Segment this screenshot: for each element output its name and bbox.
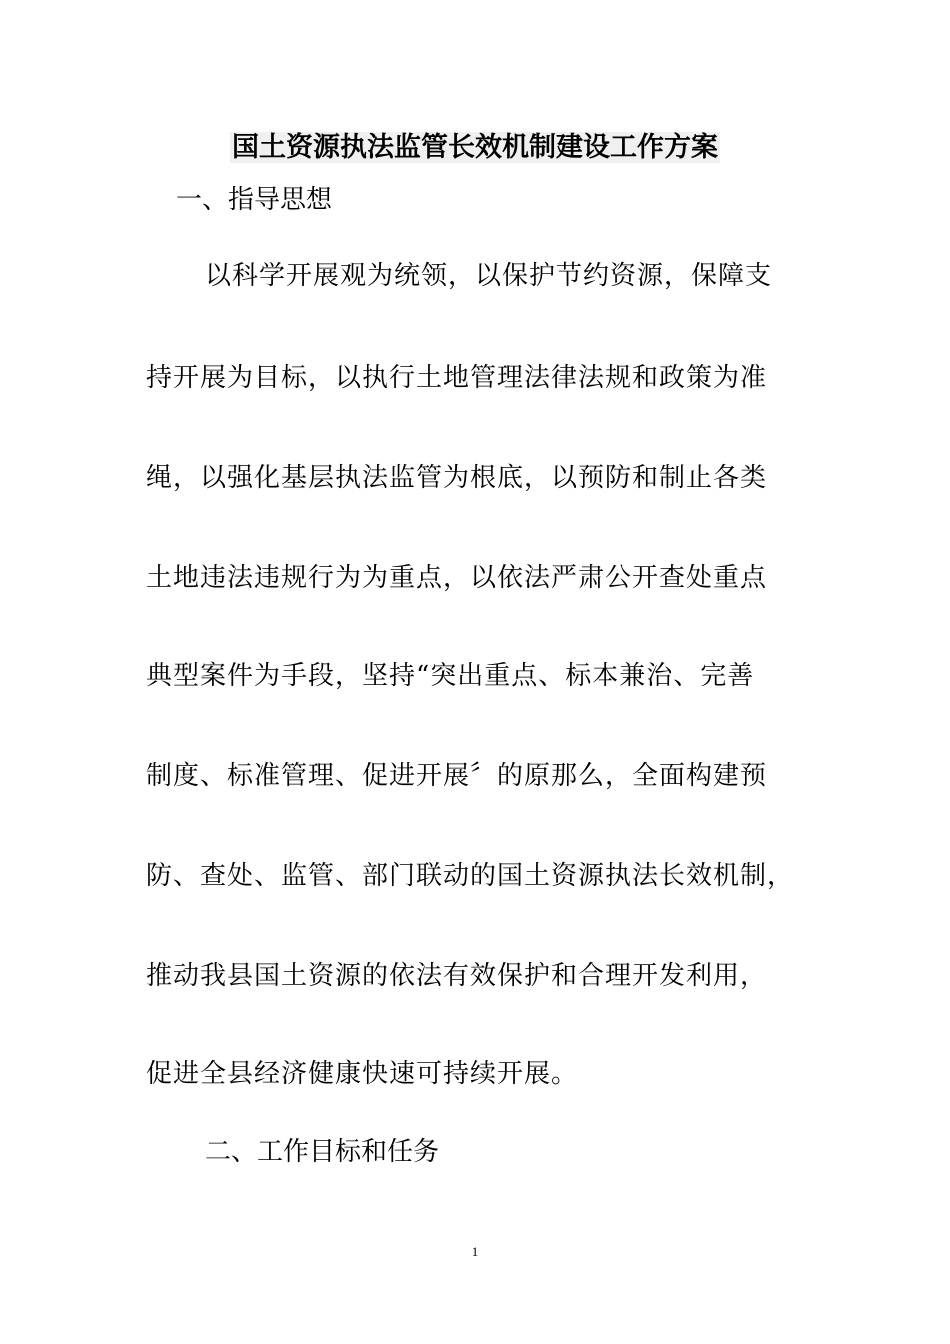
paragraph-line: 制度、标准管理、促进开展〞的原那么，全面构建预 bbox=[146, 761, 768, 791]
section-heading-goals-and-tasks: 二、工作目标和任务 bbox=[205, 1137, 440, 1167]
paragraph-line: 促进全县经济健康快速可持续开展。 bbox=[146, 1059, 579, 1089]
paragraph-line: 推动我县国土资源的依法有效保护和合理开发利用， bbox=[146, 961, 768, 991]
paragraph-line: 绳，以强化基层执法监管为根底，以预防和制止各类 bbox=[146, 463, 768, 493]
document-title-text: 国土资源执法监管长效机制建设工作方案 bbox=[232, 132, 718, 163]
page-number: 1 bbox=[471, 1244, 479, 1259]
paragraph-line: 以科学开展观为统领，以保护节约资源，保障支 bbox=[205, 261, 773, 291]
document-title bbox=[0, 128, 950, 168]
paragraph-line: 土地违法违规行为为重点，以依法严肃公开查处重点 bbox=[146, 563, 768, 593]
paragraph-line: 持开展为目标，以执行土地管理法律法规和政策为准 bbox=[146, 363, 768, 393]
section-heading-guiding-thought: 一、指导思想 bbox=[176, 185, 333, 215]
paragraph-line: 防、查处、监管、部门联动的国土资源执法长效机制， bbox=[146, 861, 795, 891]
paragraph-line: 典型案件为手段，坚持“突出重点、标本兼治、完善 bbox=[146, 661, 755, 691]
